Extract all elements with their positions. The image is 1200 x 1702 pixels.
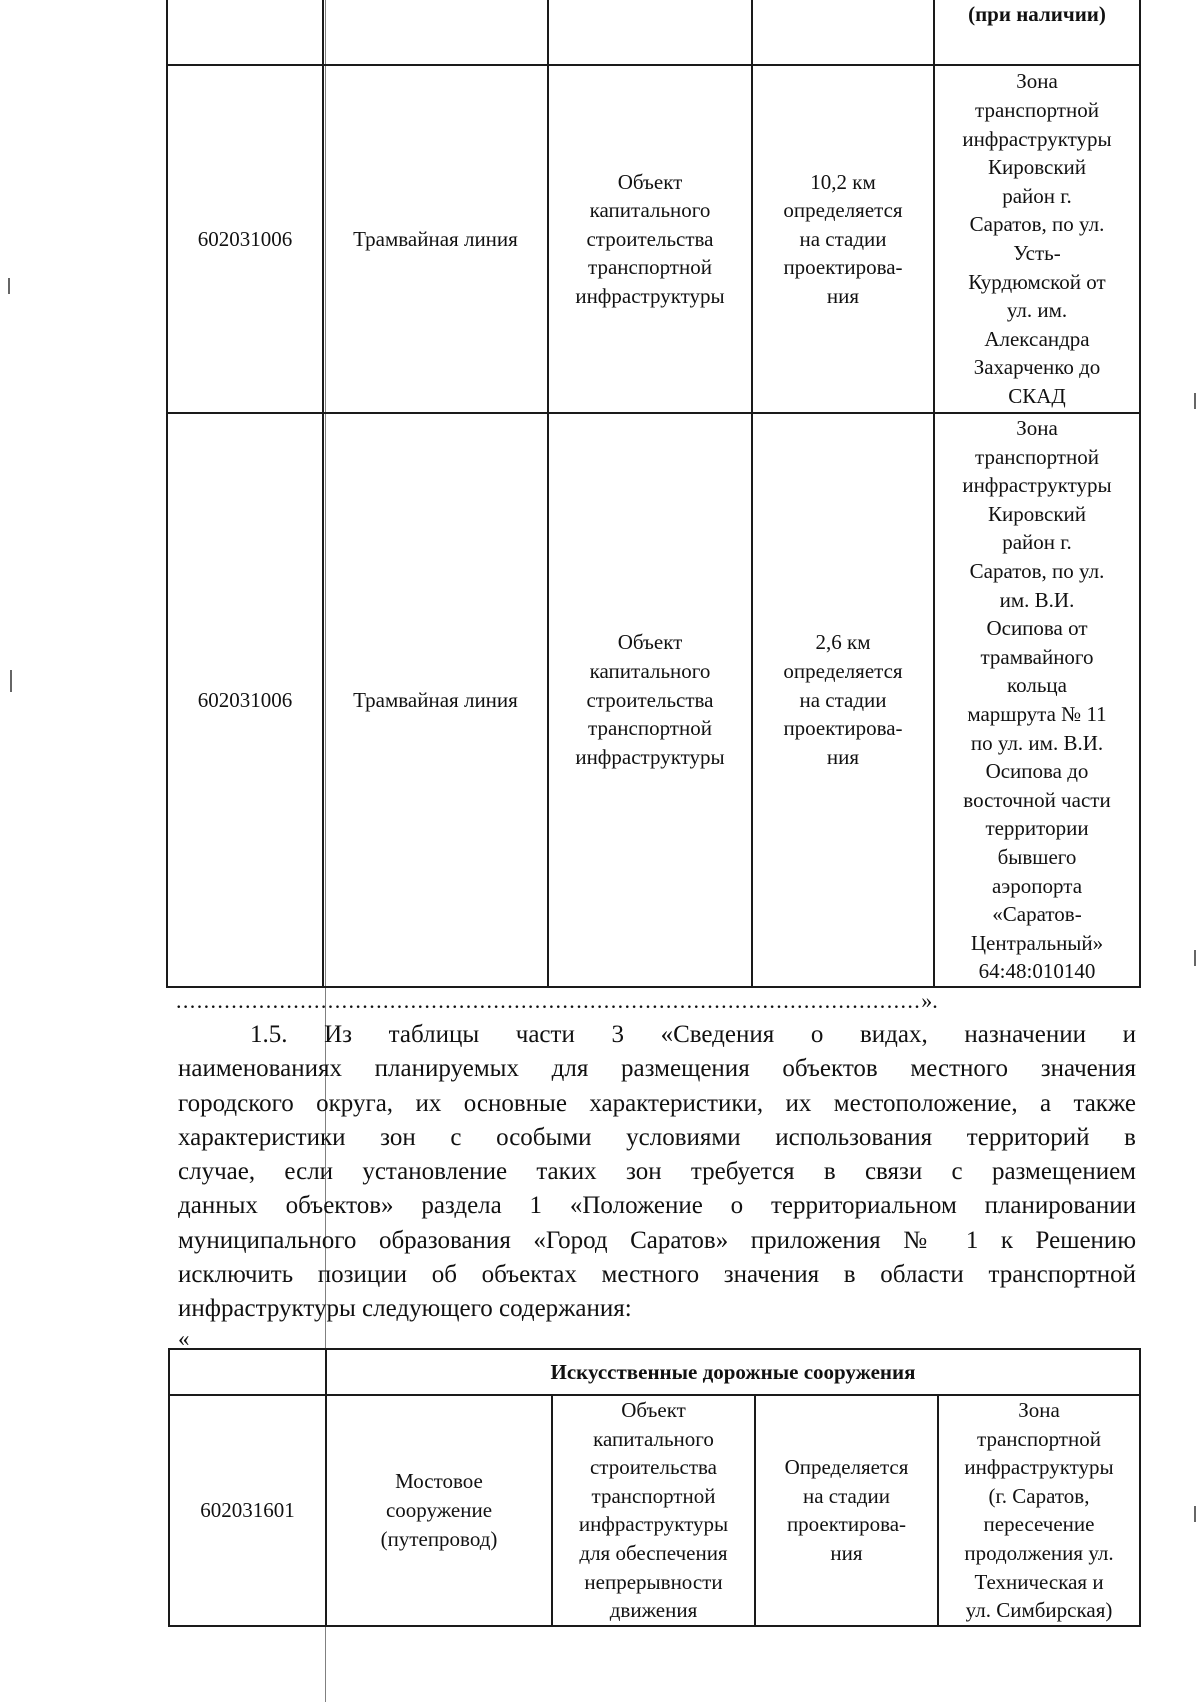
cell-characteristic: 2,6 км определяется на стадии проектирова- ния xyxy=(752,413,934,987)
section-title-empty-cell xyxy=(169,1349,326,1395)
paragraph-line: случае, если установление таких зон требуется в связи с размещением xyxy=(178,1158,1136,1186)
cell-code: 602031006 xyxy=(167,413,323,987)
header-cell xyxy=(167,0,323,65)
table-header-row xyxy=(167,0,1140,65)
table-row xyxy=(167,65,1140,413)
paragraph-line: инфраструктуры следующего содержания: xyxy=(178,1295,632,1323)
dotted-continuation-line xyxy=(176,986,1136,1016)
cell-characteristic: 10,2 км определяется на стадии проектирова- ния xyxy=(752,65,934,413)
dotted-leader: ............................................................................................................ xyxy=(176,988,922,1013)
top-objects-table xyxy=(166,0,1141,988)
scan-margin-mark xyxy=(1194,1506,1196,1522)
scan-margin-mark xyxy=(10,670,12,692)
cell-name: Мостовое сооружение (путепровод) xyxy=(326,1395,552,1626)
cell-characteristic: Определяется на стадии проектирова- ния xyxy=(755,1395,938,1626)
cell-name: Трамвайная линия xyxy=(323,65,548,413)
paragraph-line: исключить позиции об объектах местного значения в области транспортной xyxy=(178,1261,1136,1289)
cell-name: Трамвайная линия xyxy=(323,413,548,987)
scan-margin-mark xyxy=(1194,393,1196,409)
cell-location: Зона транспортной инфраструктуры Кировский район г. Саратов, по ул. им. В.И. Осипова от трамвайного кольца маршрута № 11 по ул. им. В.И. Осипова до восточной части территории бывшего аэропорта «Саратов- Центральный» 64:48:010140 xyxy=(934,413,1140,987)
header-location-note: (при наличии) xyxy=(968,2,1106,26)
cell-type: Объект капитального строительства транспортной инфраструктуры для обеспечения непрерывности движения xyxy=(552,1395,755,1626)
paragraph-line: данных объектов» раздела 1 «Положение о территориальном планировании xyxy=(178,1192,1136,1220)
section-title-row xyxy=(169,1349,1140,1395)
opening-quote: « xyxy=(178,1326,190,1351)
cell-location: Зона транспортной инфраструктуры Кировский район г. Саратов, по ул. Усть- Курдюмской от ул. им. Александра Захарченко до СКАД xyxy=(934,65,1140,413)
paragraph-line: городского округа, их основные характеристики, их местоположение, а также xyxy=(178,1089,1136,1117)
scan-margin-mark xyxy=(1194,950,1196,966)
cell-code: 602031006 xyxy=(167,65,323,413)
header-cell xyxy=(752,0,934,65)
paragraph-line: характеристики зон с особыми условиями использования территорий в xyxy=(178,1123,1136,1151)
closing-quote: ». xyxy=(921,988,938,1013)
paragraph-line: муниципального образования «Город Саратов» приложения № 1 к Решению xyxy=(178,1226,1136,1254)
section-title: Искусственные дорожные сооружения xyxy=(550,1359,916,1384)
header-cell xyxy=(548,0,752,65)
paragraph-line: 1.5. Из таблицы части 3 «Сведения о видах, назначении и xyxy=(250,1021,1136,1048)
amendment-paragraph xyxy=(178,1018,1136,1327)
bottom-objects-table xyxy=(168,1348,1141,1627)
cell-location: Зона транспортной инфраструктуры (г. Саратов, пересечение продолжения ул. Техническая и ул. Симбирская) xyxy=(938,1395,1140,1626)
header-cell-location xyxy=(934,0,1140,65)
scan-margin-mark xyxy=(8,278,10,294)
cell-code: 602031601 xyxy=(169,1395,326,1626)
cell-type: Объект капитального строительства транспортной инфраструктуры xyxy=(548,413,752,987)
header-cell xyxy=(323,0,548,65)
paragraph-line: наименованиях планируемых для размещения объектов местного значения xyxy=(178,1055,1136,1083)
table-row xyxy=(167,413,1140,987)
cell-type: Объект капитального строительства транспортной инфраструктуры xyxy=(548,65,752,413)
table-row xyxy=(169,1395,1140,1626)
section-title-cell xyxy=(326,1349,1140,1395)
